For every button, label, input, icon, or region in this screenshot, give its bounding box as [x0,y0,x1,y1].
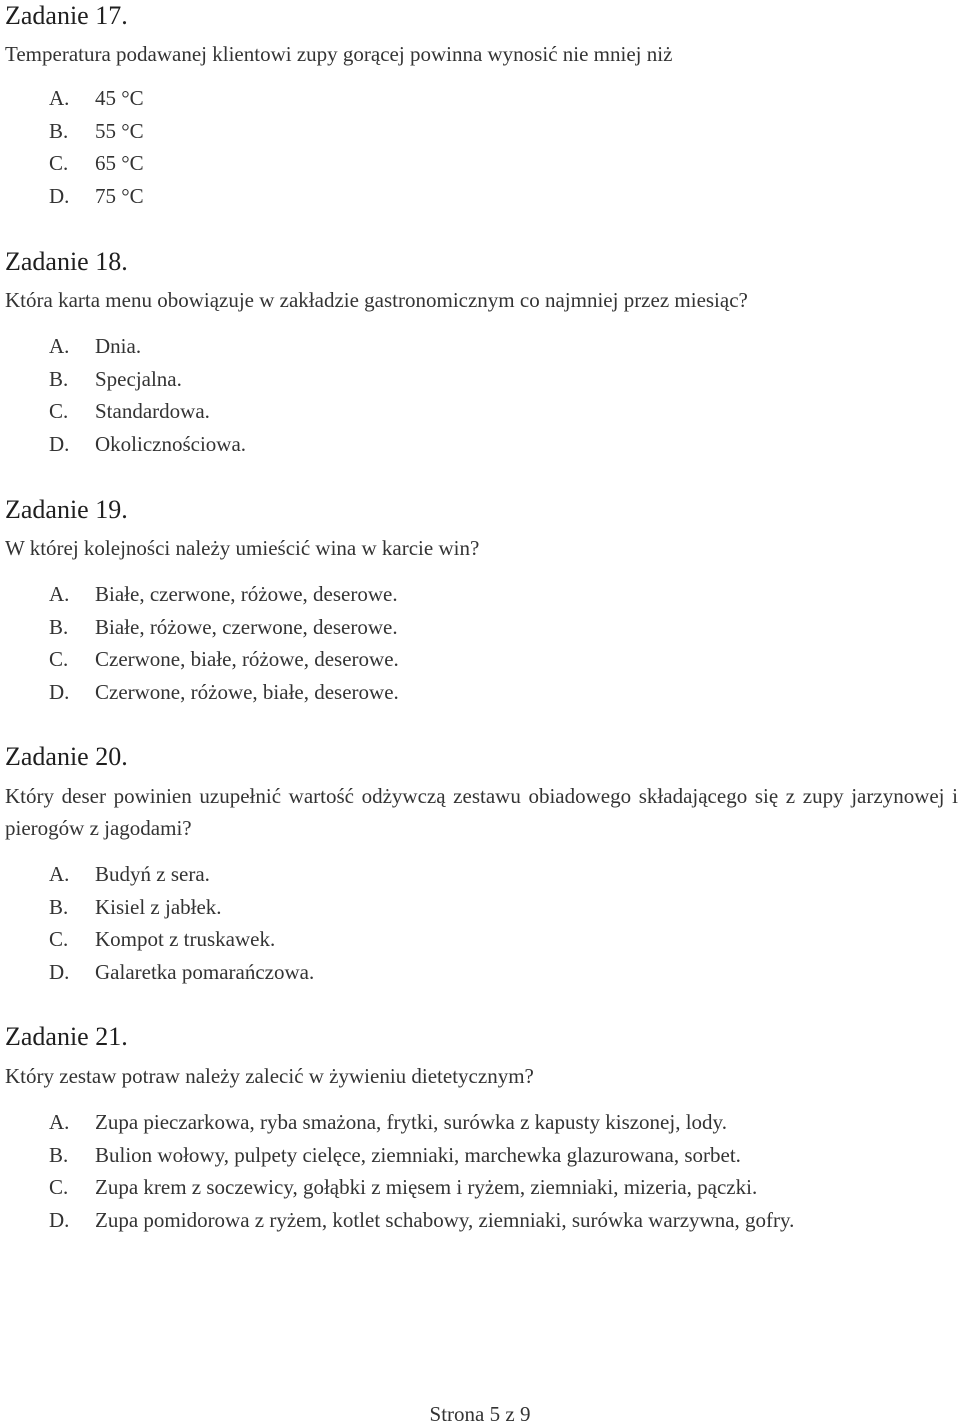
option-text: Białe, czerwone, różowe, deserowe. [95,582,398,606]
task-question: W której kolejności należy umieścić wina w karcie win? [5,536,480,560]
option-text: Bulion wołowy, pulpety cielęce, ziemniaki, marchewka glazurowana, sorbet. [95,1142,741,1167]
page-footer [0,1402,960,1427]
option-text: Standardowa. [95,399,210,424]
option-letter: C. [49,927,69,952]
option-text: Zupa pieczarkowa, ryba smażona, frytki, surówka z kapusty kiszonej, lody. [95,1110,727,1134]
option-letter: A. [49,86,70,110]
task-question: Który zestaw potraw należy zalecić w żywieniu dietetycznym? [5,1064,534,1088]
answer-options [5,858,960,989]
option-text: 55 °C [95,118,144,143]
answer-options [5,82,960,213]
answer-option-b [5,891,960,924]
answer-option-b [5,611,960,644]
answer-options [5,330,960,461]
option-text: Czerwone, białe, różowe, deserowe. [95,647,399,672]
option-text: Specjalna. [95,366,182,391]
answer-option-a [5,82,960,115]
task-17 [5,1,960,213]
option-letter: C. [49,1175,69,1200]
task-title: Zadanie 20. [5,742,128,771]
option-letter: C. [49,647,69,672]
answer-option-c [5,643,960,676]
answer-option-d [5,956,960,989]
answer-option-c [5,1171,960,1204]
task-question: Który deser powinien uzupełnić wartość odżywczą zestawu obiadowego składającego się z zupy jarzynowej i pierogów z jagodami? [5,784,958,840]
task-18 [5,247,960,461]
task-question: Która karta menu obowiązuje w zakładzie gastronomicznym co najmniej przez miesiąc? [5,288,748,312]
option-text: Czerwone, różowe, białe, deserowe. [95,680,399,705]
answer-option-b [5,363,960,396]
task-title: Zadanie 21. [5,1022,128,1051]
option-letter: C. [49,151,69,176]
answer-option-a [5,578,960,611]
option-letter: A. [49,862,70,886]
option-letter: B. [49,614,69,639]
option-letter: D. [49,184,70,209]
option-text: Zupa pomidorowa z ryżem, kotlet schabowy, ziemniaki, surówka warzywna, gofry. [95,1208,795,1233]
option-text: 65 °C [95,151,144,176]
option-text: Dnia. [95,334,142,358]
page-number: Strona 5 z 9 [429,1402,531,1426]
option-letter: D. [49,432,70,457]
option-text: 45 °C [95,86,144,110]
answer-option-c [5,147,960,180]
option-letter: B. [49,118,69,143]
option-letter: D. [49,960,70,985]
task-title: Zadanie 19. [5,495,128,524]
task-19 [5,495,960,709]
task-21 [5,1022,960,1237]
option-text: Kompot z truskawek. [95,927,276,952]
option-text: Białe, różowe, czerwone, deserowe. [95,614,398,639]
option-text: Okolicznościowa. [95,432,247,457]
answer-options [5,1106,960,1237]
answer-option-a [5,1106,960,1139]
option-text: Budyń z sera. [95,862,210,886]
answer-option-a [5,858,960,891]
option-text: 75 °C [95,184,144,209]
option-letter: D. [49,1208,70,1233]
option-letter: A. [49,1110,70,1134]
task-title: Zadanie 17. [5,1,128,30]
answer-option-b [5,1139,960,1172]
option-text: Galaretka pomarańczowa. [95,960,315,985]
option-text: Kisiel z jabłek. [95,894,222,919]
answer-option-c [5,395,960,428]
option-letter: A. [49,582,70,606]
answer-options [5,578,960,709]
answer-option-d [5,1204,960,1237]
option-letter: A. [49,334,70,358]
task-20 [5,742,960,989]
option-letter: B. [49,894,69,919]
option-letter: D. [49,680,70,705]
answer-option-d [5,180,960,213]
option-letter: B. [49,366,69,391]
answer-option-a [5,330,960,363]
task-question: Temperatura podawanej klientowi zupy gorącej powinna wynosić nie mniej niż [5,42,673,66]
answer-option-b [5,115,960,148]
answer-option-d [5,428,960,461]
option-letter: C. [49,399,69,424]
answer-option-d [5,676,960,709]
answer-option-c [5,923,960,956]
option-text: Zupa krem z soczewicy, gołąbki z mięsem i ryżem, ziemniaki, mizeria, pączki. [95,1175,758,1200]
option-letter: B. [49,1142,69,1167]
task-title: Zadanie 18. [5,247,128,276]
